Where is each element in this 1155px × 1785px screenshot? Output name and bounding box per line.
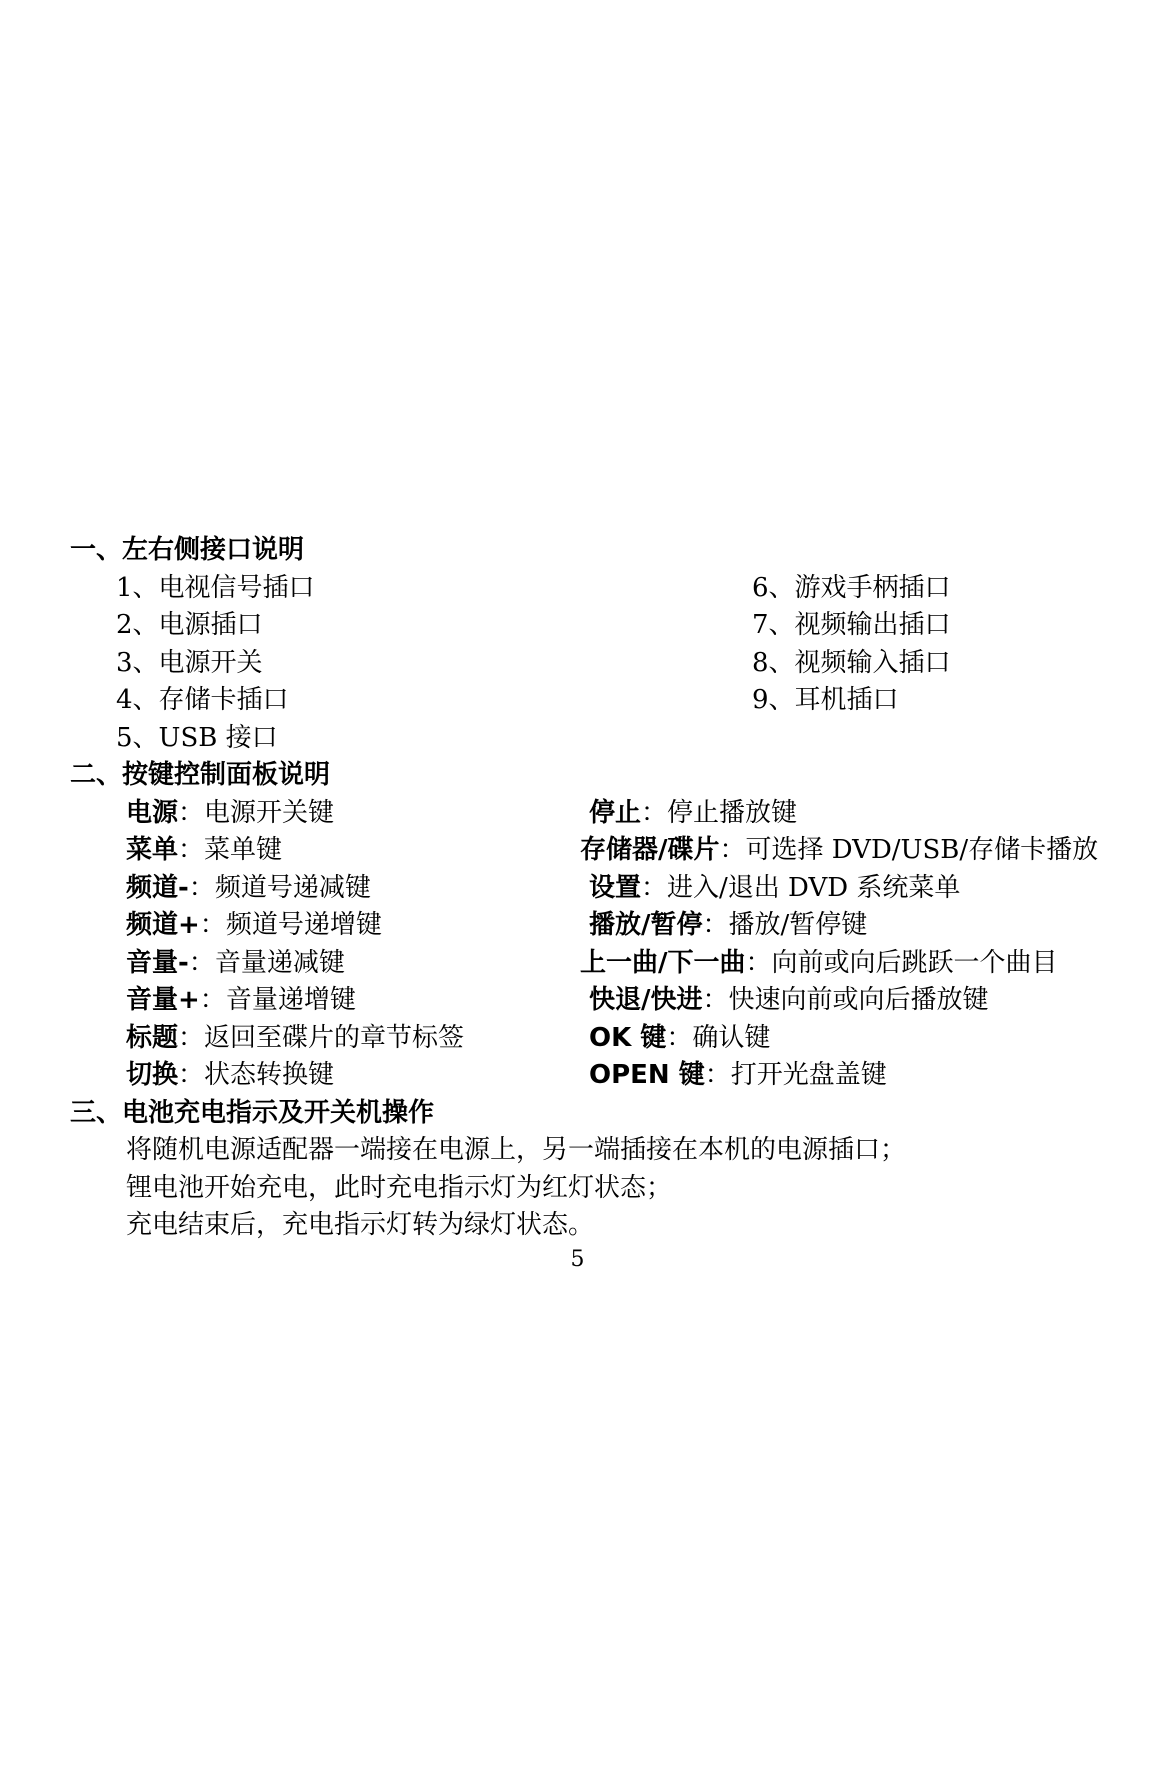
port-item: 4、存储卡插口 bbox=[116, 685, 289, 715]
key-function: 进入/退出 DVD 系统菜单 bbox=[667, 872, 961, 903]
key-label: OPEN 键 bbox=[589, 1060, 705, 1090]
key-function: 菜单键 bbox=[204, 835, 283, 865]
key-row bbox=[70, 1020, 1085, 1058]
key-description bbox=[589, 982, 989, 1020]
key-separator: ： bbox=[178, 797, 205, 828]
key-label: 频道- bbox=[126, 872, 189, 903]
key-function: 音量递减键 bbox=[214, 947, 345, 978]
key-function: 状态转换键 bbox=[204, 1060, 335, 1090]
port-item: 3、电源开关 bbox=[116, 647, 263, 678]
key-label: 设置 bbox=[589, 872, 642, 903]
key-label: 音量+ bbox=[126, 985, 200, 1015]
key-function: 可选择 DVD/USB/存储卡播放 bbox=[745, 835, 1099, 865]
section-heading-ports: 一、左右侧接口说明 bbox=[70, 535, 305, 565]
charge-instruction bbox=[70, 1170, 1085, 1208]
key-separator: ： bbox=[641, 872, 668, 903]
key-description bbox=[580, 945, 1058, 983]
key-description bbox=[126, 1020, 464, 1058]
port-item: 5、USB 接口 bbox=[116, 722, 278, 753]
key-label: 播放/暂停 bbox=[589, 910, 703, 940]
key-separator: ： bbox=[719, 835, 746, 865]
key-label: 音量- bbox=[126, 947, 189, 978]
charge-section bbox=[70, 1095, 1085, 1245]
key-description bbox=[589, 795, 797, 833]
port-row bbox=[70, 682, 1085, 720]
keys-section bbox=[70, 757, 1099, 1095]
key-row bbox=[70, 795, 1085, 833]
charge-line: 充电结束后，充电指示灯转为绿灯状态。 bbox=[126, 1210, 595, 1240]
key-row bbox=[70, 832, 1099, 870]
key-function: 确认键 bbox=[692, 1022, 771, 1053]
section-heading-charge: 三、电池充电指示及开关机操作 bbox=[70, 1097, 435, 1128]
key-separator: ： bbox=[666, 1022, 693, 1053]
key-row bbox=[70, 1057, 1085, 1095]
key-function: 向前或向后跳跃一个曲目 bbox=[771, 947, 1058, 978]
key-separator: ： bbox=[178, 835, 205, 865]
key-separator: ： bbox=[199, 910, 226, 940]
charge-line: 锂电池开始充电，此时充电指示灯为红灯状态； bbox=[126, 1172, 673, 1203]
key-label: 菜单 bbox=[126, 835, 179, 865]
key-label: 标题 bbox=[126, 1022, 179, 1053]
port-item: 8、视频输入插口 bbox=[752, 647, 951, 678]
key-label: 存储器/碟片 bbox=[580, 835, 720, 865]
port-row bbox=[70, 720, 1085, 758]
key-separator: ： bbox=[745, 947, 772, 978]
key-separator: ： bbox=[702, 910, 729, 940]
page-number: 5 bbox=[570, 1247, 585, 1272]
port-item: 9、耳机插口 bbox=[752, 685, 899, 715]
key-function: 频道号递减键 bbox=[214, 872, 371, 903]
key-row bbox=[70, 945, 1085, 983]
port-item: 1、电视信号插口 bbox=[116, 572, 315, 603]
key-label: 上一曲/下一曲 bbox=[580, 947, 746, 978]
key-description bbox=[589, 870, 960, 908]
port-row bbox=[70, 607, 1085, 645]
key-label: 快退/快进 bbox=[589, 985, 703, 1015]
key-description bbox=[126, 945, 345, 983]
key-function: 打开光盘盖键 bbox=[730, 1060, 887, 1090]
key-label: 切换 bbox=[126, 1060, 179, 1090]
key-label: 停止 bbox=[589, 797, 642, 828]
key-separator: ： bbox=[178, 1060, 205, 1090]
key-function: 音量递增键 bbox=[225, 985, 356, 1015]
key-description bbox=[126, 907, 382, 945]
port-item: 2、电源插口 bbox=[116, 610, 263, 640]
key-separator: ： bbox=[178, 1022, 205, 1053]
port-row bbox=[70, 645, 1085, 683]
key-row bbox=[70, 870, 1085, 908]
key-description bbox=[580, 832, 1098, 870]
key-description bbox=[126, 795, 334, 833]
key-separator: ： bbox=[188, 947, 215, 978]
charge-line: 将随机电源适配器一端接在电源上，另一端插接在本机的电源插口； bbox=[126, 1135, 907, 1165]
manual-page-content bbox=[70, 532, 1099, 1245]
key-function: 频道号递增键 bbox=[225, 910, 382, 940]
ports-section bbox=[70, 532, 1085, 757]
key-separator: ： bbox=[702, 985, 729, 1015]
port-item: 6、游戏手柄插口 bbox=[752, 572, 951, 603]
key-function: 播放/暂停键 bbox=[728, 910, 868, 940]
key-separator: ： bbox=[188, 872, 215, 903]
key-description bbox=[589, 1057, 887, 1095]
key-description bbox=[589, 1020, 770, 1058]
key-description bbox=[126, 870, 371, 908]
charge-instruction bbox=[70, 1132, 1085, 1170]
key-label: 电源 bbox=[126, 797, 179, 828]
key-description bbox=[126, 1057, 334, 1095]
key-description bbox=[126, 832, 282, 870]
key-separator: ： bbox=[641, 797, 668, 828]
key-function: 电源开关键 bbox=[204, 797, 335, 828]
key-label: 频道+ bbox=[126, 910, 200, 940]
key-label: OK 键 bbox=[589, 1022, 667, 1053]
key-row bbox=[70, 982, 1085, 1020]
port-item: 7、视频输出插口 bbox=[752, 610, 951, 640]
key-description bbox=[589, 907, 867, 945]
key-separator: ： bbox=[704, 1060, 731, 1090]
section-heading-keys: 二、按键控制面板说明 bbox=[70, 760, 331, 790]
key-separator: ： bbox=[199, 985, 226, 1015]
key-function: 停止播放键 bbox=[667, 797, 798, 828]
key-description bbox=[126, 982, 356, 1020]
key-function: 快速向前或向后播放键 bbox=[728, 985, 989, 1015]
key-function: 返回至碟片的章节标签 bbox=[204, 1022, 465, 1053]
charge-instruction bbox=[70, 1207, 1085, 1245]
key-row bbox=[70, 907, 1085, 945]
port-row bbox=[70, 570, 1085, 608]
